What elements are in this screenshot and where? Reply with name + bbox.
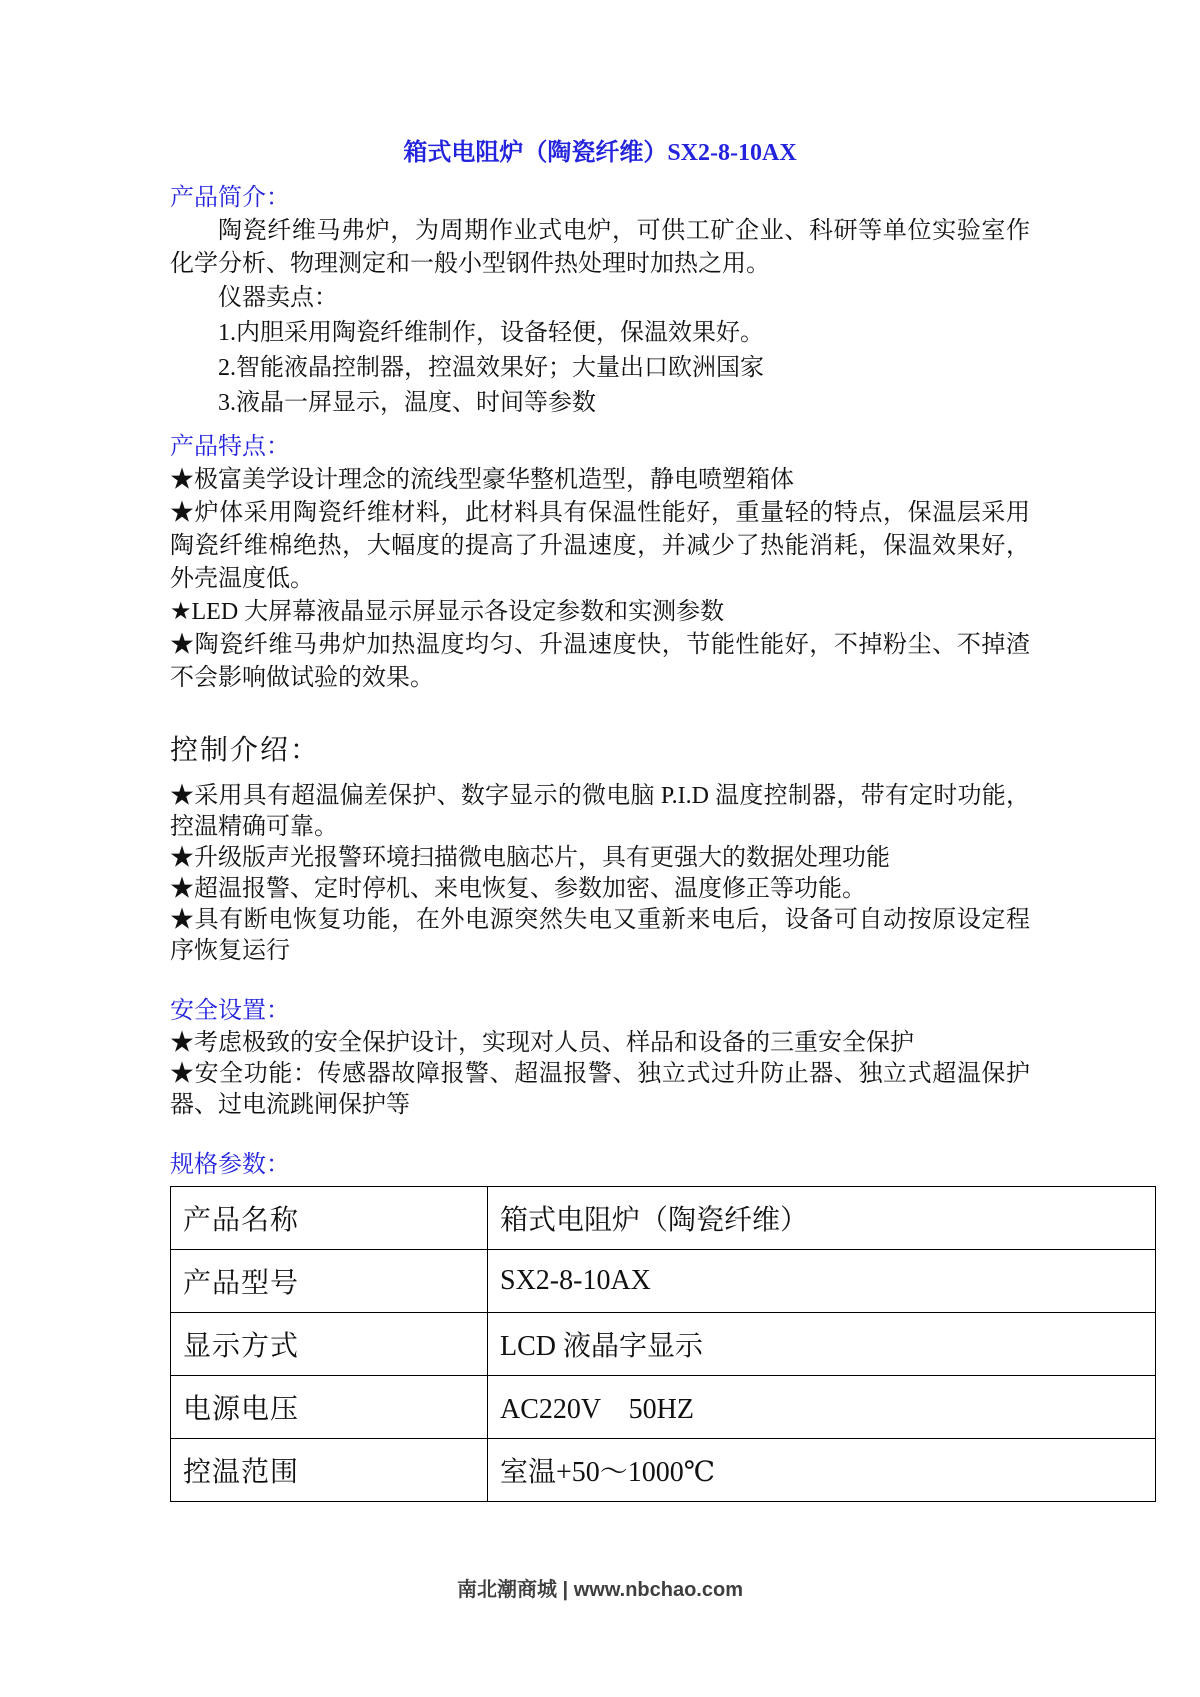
- spec-label: 产品名称: [171, 1187, 488, 1250]
- table-row: [171, 1313, 1156, 1376]
- specs-table: [170, 1186, 1156, 1502]
- intro-paragraph: 陶瓷纤维马弗炉，为周期作业式电炉，可供工矿企业、科研等单位实验室作化学分析、物理测定和一般小型钢件热处理时加热之用。: [170, 218, 1030, 277]
- intro-section-heading: 产品简介：: [170, 185, 290, 211]
- table-row: [171, 1439, 1156, 1502]
- spec-label: 产品型号: [171, 1250, 488, 1313]
- safety-section-heading: 安全设置：: [170, 998, 290, 1024]
- safety-item: ★考虑极致的安全保护设计，实现对人员、样品和设备的三重安全保护: [170, 1030, 914, 1056]
- selling-points-title: 仪器卖点：: [218, 285, 338, 311]
- selling-point-item: 1.内胆采用陶瓷纤维制作，设备轻便，保温效果好。: [218, 320, 764, 346]
- table-row: [171, 1250, 1156, 1313]
- spec-value: 室温+50～1000℃: [488, 1439, 1156, 1502]
- spec-label: 显示方式: [171, 1313, 488, 1376]
- spec-label: 控温范围: [171, 1439, 488, 1502]
- document-title: 箱式电阻炉（陶瓷纤维）SX2-8-10AX: [403, 140, 797, 166]
- footer-text: 南北潮商城 | www.nbchao.com: [457, 1579, 743, 1601]
- control-item: ★超温报警、定时停机、来电恢复、参数加密、温度修正等功能。: [170, 876, 866, 902]
- spec-value: LCD 液晶字显示: [488, 1313, 1156, 1376]
- specs-section-heading: 规格参数：: [170, 1152, 290, 1178]
- spec-value: SX2-8-10AX: [488, 1250, 1156, 1313]
- control-item: ★采用具有超温偏差保护、数字显示的微电脑 P.I.D 温度控制器，带有定时功能，控温精确可靠。: [170, 783, 1030, 840]
- features-section-heading: 产品特点：: [170, 434, 290, 460]
- feature-item: ★炉体采用陶瓷纤维材料，此材料具有保温性能好，重量轻的特点，保温层采用陶瓷纤维棉绝热，大幅度的提高了升温速度，并减少了热能消耗，保温效果好，外壳温度低。: [170, 500, 1030, 592]
- spec-value: AC220V 50HZ: [488, 1376, 1156, 1439]
- control-section-heading: 控制介绍：: [170, 735, 321, 766]
- spec-value: 箱式电阻炉（陶瓷纤维）: [488, 1187, 1156, 1250]
- control-list: [170, 781, 1030, 967]
- feature-item: ★陶瓷纤维马弗炉加热温度均匀、升温速度快，节能性能好，不掉粉尘、不掉渣不会影响做试验的效果。: [170, 632, 1030, 691]
- feature-item: ★LED 大屏幕液晶显示屏显示各设定参数和实测参数: [170, 599, 725, 625]
- safety-item: ★安全功能：传感器故障报警、超温报警、独立式过升防止器、独立式超温保护器、过电流跳闸保护等: [170, 1061, 1030, 1118]
- safety-list: [170, 1028, 1030, 1121]
- selling-point-item: 2.智能液晶控制器，控温效果好；大量出口欧洲国家: [218, 355, 764, 381]
- table-row: [171, 1376, 1156, 1439]
- feature-item: ★极富美学设计理念的流线型豪华整机造型，静电喷塑箱体: [170, 467, 794, 493]
- spec-label: 电源电压: [171, 1376, 488, 1439]
- selling-point-item: 3.液晶一屏显示，温度、时间等参数: [218, 390, 596, 416]
- control-item: ★具有断电恢复功能，在外电源突然失电又重新来电后，设备可自动按原设定程序恢复运行: [170, 907, 1030, 964]
- control-item: ★升级版声光报警环境扫描微电脑芯片，具有更强大的数据处理功能: [170, 845, 890, 871]
- table-row: [171, 1187, 1156, 1250]
